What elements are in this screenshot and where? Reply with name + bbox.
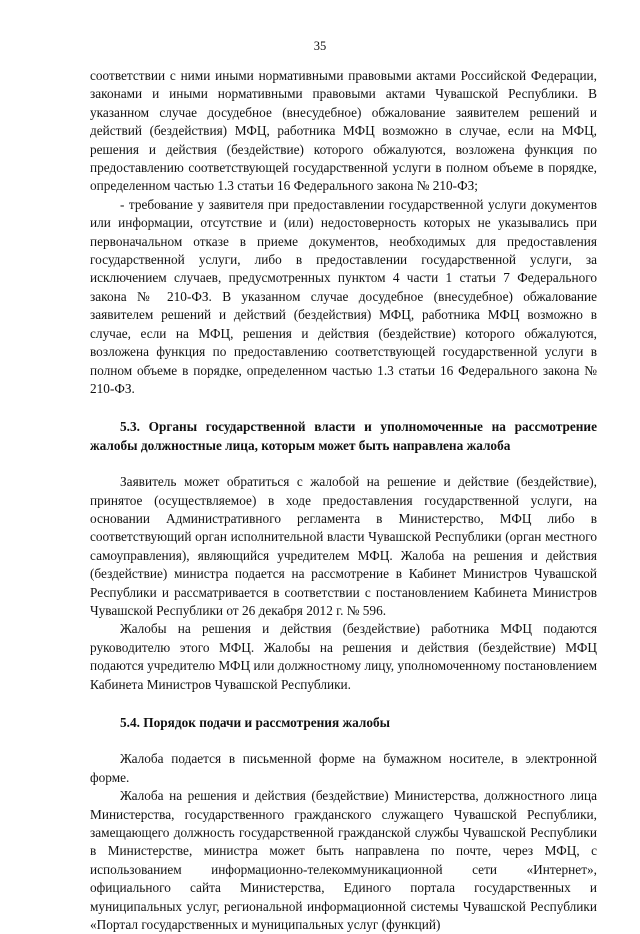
paragraph-complaint-channels: Жалоба на решения и действия (бездействие) Министерства, должностного лица Министерства, государственного гражданского служащего Чувашской Республики, замещающего должность государственной гражданской службы Чувашской Республики в Министерстве, министра может быть направлена по почте, через МФЦ, с использованием информационно-телекоммуникационной сети «Интернет», официального сайта Министерства, Единого портала государственных и муниципальных услуг, региональной информационной системы Чувашской Республики «Портал государственных и муниципальных услуг (функций) bbox=[90, 788, 597, 933]
section-gap bbox=[90, 694, 597, 714]
paragraph-mfc-complaints: Жалобы на решения и действия (бездействие) работника МФЦ подаются руководителю этого МФЦ. Жалобы на решения и действия (бездействие) МФЦ подаются учредителю МФЦ или должностному лицу, уполномоченному постановлением Кабинета Министров Чувашской Республики. bbox=[90, 621, 597, 692]
paragraph-complaint-form: Жалоба подается в письменной форме на бумажном носителе, в электронной форме. bbox=[90, 751, 597, 785]
paragraph-continuation: соответствии с ними иными нормативными правовыми актами Российской Федерации, законами и иными нормативными правовыми актами Чувашской Республики. В указанном случае досудебное (внесудебное) обжалование заявителем решений и действий (бездействия) МФЦ, работника МФЦ возможно в случае, если на МФЦ, решения и действия (бездействие) которого обжалуются, возложена функция по предоставлению соответствующей государственной услуги в полном объеме в порядке, определенном частью 1.3 статьи 16 Федерального закона № 210-ФЗ; bbox=[90, 68, 597, 194]
section-gap bbox=[90, 732, 597, 750]
section-gap bbox=[90, 398, 597, 418]
section-heading-5-3: 5.3. Органы государственной власти и уполномоченные на рассмотрение жалобы должностные лица, которым может быть направлена жалоба bbox=[90, 419, 597, 453]
section-gap bbox=[90, 455, 597, 473]
paragraph-list-item: - требование у заявителя при предоставлении государственной услуги документов или информации, отсутствие и (или) недостоверность которых не указывались при первоначальном отказе в приеме документов, необходимых для предоставления государственной услуги, либо в предоставлении государственной услуги, за исключением случаев, предусмотренных пунктом 4 части 1 статьи 7 Федерального закона № 210-ФЗ. В указанном случае досудебное (внесудебное) обжалование заявителем решений и действий (бездействия) МФЦ, работника МФЦ возможно в случае, если на МФЦ, решения и действия (бездействие) которого обжалуются, возложена функция по предоставлению соответствующей государственной услуги в полном объеме в порядке, определенном частью 1.3 статьи 16 Федерального закона № 210-ФЗ. bbox=[90, 196, 597, 396]
paragraph-appeal-authorities: Заявитель может обратиться с жалобой на решение и действие (бездействие), принятое (осуществляемое) в ходе предоставления государственной услуги, на основании Административного регламента в Министерство, МФЦ либо в соответствующий орган исполнительной власти Чувашской Республики (орган местного самоуправления), являющийся учредителем МФЦ. Жалоба на решения и действия (бездействие) министра подается на рассмотрение в Кабинет Министров Чувашской Республики и рассматривается в соответствии с постановлением Кабинета Министров Чувашской Республики от 26 декабря 2012 г. № 596. bbox=[90, 474, 597, 618]
page-number: 35 bbox=[313, 39, 327, 53]
section-heading-5-4: 5.4. Порядок подачи и рассмотрения жалобы bbox=[120, 715, 391, 730]
page-content bbox=[90, 67, 597, 934]
